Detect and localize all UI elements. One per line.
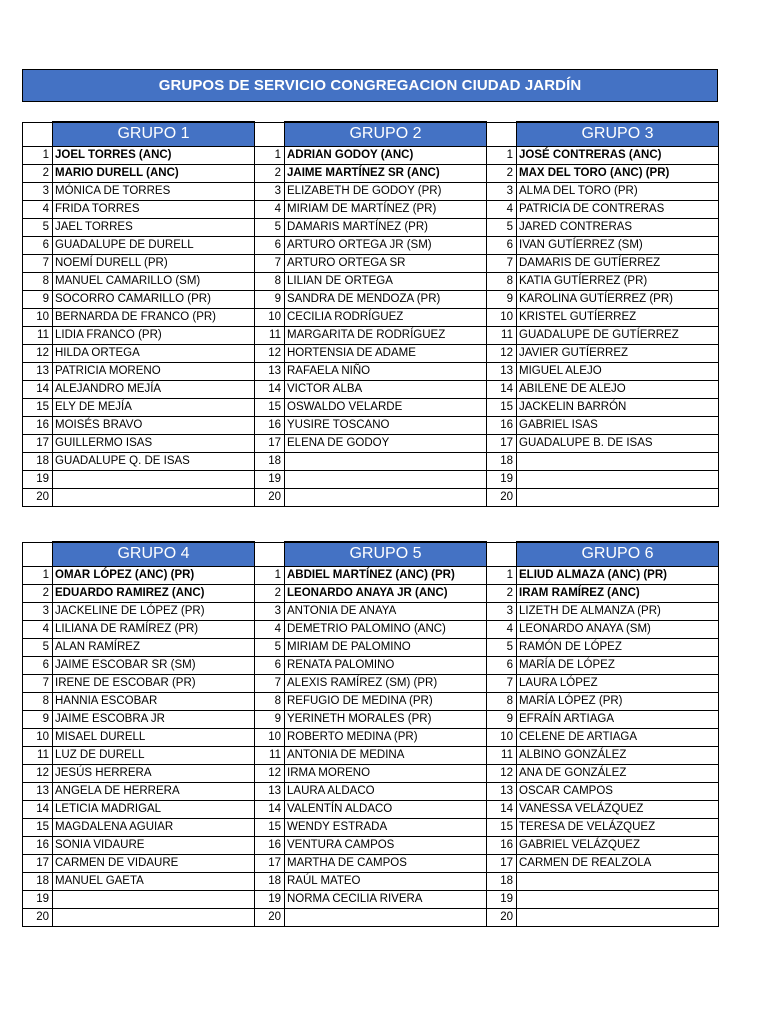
table-row bbox=[23, 620, 719, 638]
row-number: 2 bbox=[487, 584, 517, 602]
member-name: GUILLERMO ISAS bbox=[53, 434, 255, 452]
header-number-cell bbox=[23, 542, 53, 566]
member-name: ROBERTO MEDINA (PR) bbox=[285, 728, 487, 746]
table-row bbox=[23, 254, 719, 272]
row-number: 9 bbox=[487, 290, 517, 308]
member-name: ALEJANDRO MEJÍA bbox=[53, 380, 255, 398]
row-number: 16 bbox=[255, 416, 285, 434]
row-number: 10 bbox=[255, 728, 285, 746]
row-number: 5 bbox=[255, 638, 285, 656]
page-title: GRUPOS DE SERVICIO CONGREGACION CIUDAD JARDÍN bbox=[22, 69, 718, 102]
table-row bbox=[23, 782, 719, 800]
group-header: GRUPO 5 bbox=[285, 542, 487, 566]
row-number: 16 bbox=[487, 836, 517, 854]
member-name: LILIANA DE RAMÍREZ (PR) bbox=[53, 620, 255, 638]
row-number: 12 bbox=[487, 764, 517, 782]
row-number: 6 bbox=[23, 656, 53, 674]
member-name: MANUEL GAETA bbox=[53, 872, 255, 890]
table-row bbox=[23, 746, 719, 764]
row-number: 4 bbox=[487, 200, 517, 218]
row-number: 14 bbox=[255, 380, 285, 398]
member-name bbox=[517, 470, 719, 488]
table-row bbox=[23, 416, 719, 434]
row-number: 9 bbox=[255, 290, 285, 308]
table-row bbox=[23, 728, 719, 746]
member-name: IRENE DE ESCOBAR (PR) bbox=[53, 674, 255, 692]
table-row bbox=[23, 452, 719, 470]
table-row bbox=[23, 272, 719, 290]
row-number: 18 bbox=[255, 452, 285, 470]
member-name: ADRIAN GODOY (ANC) bbox=[285, 146, 487, 164]
member-name: FRIDA TORRES bbox=[53, 200, 255, 218]
table-row bbox=[23, 290, 719, 308]
row-number: 19 bbox=[255, 890, 285, 908]
row-number: 18 bbox=[23, 872, 53, 890]
member-name: MIRIAM DE MARTÍNEZ (PR) bbox=[285, 200, 487, 218]
member-name: HORTENSIA DE ADAME bbox=[285, 344, 487, 362]
table-row bbox=[23, 800, 719, 818]
member-name: OSWALDO VELARDE bbox=[285, 398, 487, 416]
row-number: 11 bbox=[23, 326, 53, 344]
member-name: ALMA DEL TORO (PR) bbox=[517, 182, 719, 200]
member-name: VALENTÍN ALDACO bbox=[285, 800, 487, 818]
row-number: 6 bbox=[255, 236, 285, 254]
table-row bbox=[23, 362, 719, 380]
table-row bbox=[23, 434, 719, 452]
member-name: KAROLINA GUTÍERREZ (PR) bbox=[517, 290, 719, 308]
row-number: 3 bbox=[487, 602, 517, 620]
table-row bbox=[23, 146, 719, 164]
member-name: MARTHA DE CAMPOS bbox=[285, 854, 487, 872]
member-name bbox=[517, 872, 719, 890]
row-number: 1 bbox=[487, 566, 517, 584]
row-number: 17 bbox=[487, 854, 517, 872]
table-row bbox=[23, 380, 719, 398]
member-name: ARTURO ORTEGA SR bbox=[285, 254, 487, 272]
member-name bbox=[53, 908, 255, 926]
member-name bbox=[53, 890, 255, 908]
row-number: 17 bbox=[23, 434, 53, 452]
row-number: 6 bbox=[487, 236, 517, 254]
row-number: 18 bbox=[255, 872, 285, 890]
header-number-cell bbox=[23, 122, 53, 146]
group-header: GRUPO 3 bbox=[517, 122, 719, 146]
member-name: DEMETRIO PALOMINO (ANC) bbox=[285, 620, 487, 638]
member-name: MOISÉS BRAVO bbox=[53, 416, 255, 434]
row-number: 4 bbox=[23, 200, 53, 218]
row-number: 1 bbox=[487, 146, 517, 164]
row-number: 2 bbox=[23, 164, 53, 182]
member-name: CELENE DE ARTIAGA bbox=[517, 728, 719, 746]
row-number: 8 bbox=[23, 272, 53, 290]
member-name: MIGUEL ALEJO bbox=[517, 362, 719, 380]
row-number: 19 bbox=[255, 470, 285, 488]
member-name bbox=[53, 488, 255, 506]
member-name: VANESSA VELÁZQUEZ bbox=[517, 800, 719, 818]
row-number: 5 bbox=[23, 218, 53, 236]
member-name: CARMEN DE VIDAURE bbox=[53, 854, 255, 872]
table-row bbox=[23, 236, 719, 254]
row-number: 7 bbox=[23, 674, 53, 692]
row-number: 15 bbox=[487, 398, 517, 416]
row-number: 18 bbox=[487, 872, 517, 890]
member-name bbox=[517, 908, 719, 926]
row-number: 20 bbox=[23, 908, 53, 926]
row-number: 3 bbox=[23, 182, 53, 200]
header-number-cell bbox=[255, 122, 285, 146]
member-name: WENDY ESTRADA bbox=[285, 818, 487, 836]
member-name: ALEXIS RAMÍREZ (SM) (PR) bbox=[285, 674, 487, 692]
row-number: 12 bbox=[255, 344, 285, 362]
header-number-cell bbox=[487, 542, 517, 566]
row-number: 1 bbox=[255, 566, 285, 584]
member-name: MIRIAM DE PALOMINO bbox=[285, 638, 487, 656]
row-number: 1 bbox=[23, 146, 53, 164]
row-number: 10 bbox=[255, 308, 285, 326]
table-row bbox=[23, 836, 719, 854]
table-row bbox=[23, 344, 719, 362]
member-name: GUADALUPE Q. DE ISAS bbox=[53, 452, 255, 470]
member-name: EDUARDO RAMIREZ (ANC) bbox=[53, 584, 255, 602]
member-name: GUADALUPE DE GUTÍERREZ bbox=[517, 326, 719, 344]
row-number: 15 bbox=[487, 818, 517, 836]
row-number: 12 bbox=[255, 764, 285, 782]
row-number: 4 bbox=[255, 620, 285, 638]
table-row bbox=[23, 764, 719, 782]
table-row bbox=[23, 200, 719, 218]
member-name: ANGELA DE HERRERA bbox=[53, 782, 255, 800]
row-number: 3 bbox=[255, 182, 285, 200]
row-number: 12 bbox=[23, 344, 53, 362]
member-name: LIZETH DE ALMANZA (PR) bbox=[517, 602, 719, 620]
row-number: 11 bbox=[487, 326, 517, 344]
row-number: 1 bbox=[255, 146, 285, 164]
group-header: GRUPO 1 bbox=[53, 122, 255, 146]
row-number: 14 bbox=[487, 380, 517, 398]
row-number: 9 bbox=[23, 710, 53, 728]
member-name: ELIUD ALMAZA (ANC) (PR) bbox=[517, 566, 719, 584]
member-name: LIDIA FRANCO (PR) bbox=[53, 326, 255, 344]
top-groups-table bbox=[22, 121, 719, 507]
row-number: 7 bbox=[487, 674, 517, 692]
table-row bbox=[23, 692, 719, 710]
row-number: 17 bbox=[255, 854, 285, 872]
member-name: ELENA DE GODOY bbox=[285, 434, 487, 452]
row-number: 8 bbox=[487, 272, 517, 290]
row-number: 13 bbox=[487, 362, 517, 380]
member-name: JAIME ESCOBRA JR bbox=[53, 710, 255, 728]
row-number: 15 bbox=[23, 398, 53, 416]
member-name: LEONARDO ANAYA (SM) bbox=[517, 620, 719, 638]
bottom-groups-table bbox=[22, 541, 719, 927]
member-name: GABRIEL ISAS bbox=[517, 416, 719, 434]
row-number: 11 bbox=[255, 326, 285, 344]
header-number-cell bbox=[255, 542, 285, 566]
member-name: RAÚL MATEO bbox=[285, 872, 487, 890]
row-number: 4 bbox=[487, 620, 517, 638]
member-name: VENTURA CAMPOS bbox=[285, 836, 487, 854]
table-row bbox=[23, 872, 719, 890]
member-name: JOEL TORRES (ANC) bbox=[53, 146, 255, 164]
row-number: 9 bbox=[487, 710, 517, 728]
table-row bbox=[23, 602, 719, 620]
member-name: JAIME ESCOBAR SR (SM) bbox=[53, 656, 255, 674]
member-name: LAURA LÓPEZ bbox=[517, 674, 719, 692]
row-number: 17 bbox=[255, 434, 285, 452]
row-number: 15 bbox=[23, 818, 53, 836]
row-number: 15 bbox=[255, 398, 285, 416]
member-name: KATIA GUTÍERREZ (PR) bbox=[517, 272, 719, 290]
member-name: OMAR LÓPEZ (ANC) (PR) bbox=[53, 566, 255, 584]
row-number: 7 bbox=[255, 254, 285, 272]
row-number: 18 bbox=[23, 452, 53, 470]
row-number: 11 bbox=[487, 746, 517, 764]
row-number: 13 bbox=[255, 362, 285, 380]
row-number: 5 bbox=[487, 638, 517, 656]
row-number: 14 bbox=[23, 800, 53, 818]
row-number: 20 bbox=[487, 488, 517, 506]
member-name bbox=[517, 890, 719, 908]
row-number: 5 bbox=[255, 218, 285, 236]
group-header-row bbox=[23, 122, 719, 146]
row-number: 2 bbox=[255, 164, 285, 182]
member-name: YERINETH MORALES (PR) bbox=[285, 710, 487, 728]
member-name: OSCAR CAMPOS bbox=[517, 782, 719, 800]
row-number: 18 bbox=[487, 452, 517, 470]
table-row bbox=[23, 818, 719, 836]
row-number: 20 bbox=[255, 908, 285, 926]
row-number: 10 bbox=[487, 308, 517, 326]
member-name bbox=[53, 470, 255, 488]
member-name: JACKELIN BARRÓN bbox=[517, 398, 719, 416]
row-number: 8 bbox=[255, 692, 285, 710]
row-number: 6 bbox=[487, 656, 517, 674]
member-name bbox=[285, 488, 487, 506]
top-groups-table-block bbox=[22, 121, 719, 507]
row-number: 19 bbox=[487, 470, 517, 488]
row-number: 3 bbox=[487, 182, 517, 200]
row-number: 17 bbox=[487, 434, 517, 452]
row-number: 12 bbox=[487, 344, 517, 362]
member-name: DAMARIS DE GUTÍERREZ bbox=[517, 254, 719, 272]
row-number: 11 bbox=[23, 746, 53, 764]
row-number: 1 bbox=[23, 566, 53, 584]
member-name: JAIME MARTÍNEZ SR (ANC) bbox=[285, 164, 487, 182]
member-name: LILIAN DE ORTEGA bbox=[285, 272, 487, 290]
row-number: 20 bbox=[255, 488, 285, 506]
row-number: 6 bbox=[255, 656, 285, 674]
row-number: 12 bbox=[23, 764, 53, 782]
row-number: 9 bbox=[255, 710, 285, 728]
member-name: ABILENE DE ALEJO bbox=[517, 380, 719, 398]
member-name: MARÍA LÓPEZ (PR) bbox=[517, 692, 719, 710]
member-name: GUADALUPE DE DURELL bbox=[53, 236, 255, 254]
row-number: 14 bbox=[487, 800, 517, 818]
member-name: CARMEN DE REALZOLA bbox=[517, 854, 719, 872]
table-row bbox=[23, 638, 719, 656]
row-number: 10 bbox=[23, 728, 53, 746]
member-name: JESÚS HERRERA bbox=[53, 764, 255, 782]
member-name: JARED CONTRERAS bbox=[517, 218, 719, 236]
member-name: ELIZABETH DE GODOY (PR) bbox=[285, 182, 487, 200]
row-number: 13 bbox=[23, 782, 53, 800]
member-name: MARIO DURELL (ANC) bbox=[53, 164, 255, 182]
member-name: MANUEL CAMARILLO (SM) bbox=[53, 272, 255, 290]
table-row bbox=[23, 710, 719, 728]
row-number: 2 bbox=[487, 164, 517, 182]
table-row bbox=[23, 398, 719, 416]
group-header: GRUPO 4 bbox=[53, 542, 255, 566]
member-name: YUSIRE TOSCANO bbox=[285, 416, 487, 434]
member-name: SANDRA DE MENDOZA (PR) bbox=[285, 290, 487, 308]
group-header: GRUPO 6 bbox=[517, 542, 719, 566]
row-number: 8 bbox=[23, 692, 53, 710]
member-name bbox=[517, 488, 719, 506]
member-name: RENATA PALOMINO bbox=[285, 656, 487, 674]
row-number: 11 bbox=[255, 746, 285, 764]
row-number: 7 bbox=[487, 254, 517, 272]
member-name: CECILIA RODRÍGUEZ bbox=[285, 308, 487, 326]
member-name: IRAM RAMÍREZ (ANC) bbox=[517, 584, 719, 602]
row-number: 20 bbox=[23, 488, 53, 506]
member-name: LEONARDO ANAYA JR (ANC) bbox=[285, 584, 487, 602]
row-number: 2 bbox=[23, 584, 53, 602]
member-name: BERNARDA DE FRANCO (PR) bbox=[53, 308, 255, 326]
member-name: LAURA ALDACO bbox=[285, 782, 487, 800]
member-name: JAEL TORRES bbox=[53, 218, 255, 236]
member-name: MÓNICA DE TORRES bbox=[53, 182, 255, 200]
row-number: 9 bbox=[23, 290, 53, 308]
table-row bbox=[23, 308, 719, 326]
table-row bbox=[23, 566, 719, 584]
member-name: KRISTEL GUTÍERREZ bbox=[517, 308, 719, 326]
table-row bbox=[23, 854, 719, 872]
row-number: 7 bbox=[255, 674, 285, 692]
row-number: 16 bbox=[255, 836, 285, 854]
row-number: 13 bbox=[23, 362, 53, 380]
row-number: 19 bbox=[23, 890, 53, 908]
member-name: MISAEL DURELL bbox=[53, 728, 255, 746]
member-name: JOSÉ CONTRERAS (ANC) bbox=[517, 146, 719, 164]
member-name: PATRICIA DE CONTRERAS bbox=[517, 200, 719, 218]
member-name bbox=[285, 908, 487, 926]
member-name: ANTONIA DE MEDINA bbox=[285, 746, 487, 764]
row-number: 20 bbox=[487, 908, 517, 926]
header-number-cell bbox=[487, 122, 517, 146]
row-number: 17 bbox=[23, 854, 53, 872]
member-name: VICTOR ALBA bbox=[285, 380, 487, 398]
member-name: GABRIEL VELÁZQUEZ bbox=[517, 836, 719, 854]
member-name: ALBINO GONZÁLEZ bbox=[517, 746, 719, 764]
member-name: ANA DE GONZÁLEZ bbox=[517, 764, 719, 782]
member-name: HANNIA ESCOBAR bbox=[53, 692, 255, 710]
row-number: 3 bbox=[23, 602, 53, 620]
member-name: MAX DEL TORO (ANC) (PR) bbox=[517, 164, 719, 182]
table-row bbox=[23, 656, 719, 674]
row-number: 3 bbox=[255, 602, 285, 620]
member-name: LETICIA MADRIGAL bbox=[53, 800, 255, 818]
member-name: REFUGIO DE MEDINA (PR) bbox=[285, 692, 487, 710]
row-number: 4 bbox=[23, 620, 53, 638]
member-name: ARTURO ORTEGA JR (SM) bbox=[285, 236, 487, 254]
row-number: 5 bbox=[23, 638, 53, 656]
table-row bbox=[23, 674, 719, 692]
group-header: GRUPO 2 bbox=[285, 122, 487, 146]
member-name: PATRICIA MORENO bbox=[53, 362, 255, 380]
member-name bbox=[285, 452, 487, 470]
row-number: 6 bbox=[23, 236, 53, 254]
table-row bbox=[23, 326, 719, 344]
member-name: JAVIER GUTÍERREZ bbox=[517, 344, 719, 362]
member-name: ABDIEL MARTÍNEZ (ANC) (PR) bbox=[285, 566, 487, 584]
table-row bbox=[23, 890, 719, 908]
member-name bbox=[285, 470, 487, 488]
row-number: 14 bbox=[255, 800, 285, 818]
row-number: 7 bbox=[23, 254, 53, 272]
member-name: NOEMÍ DURELL (PR) bbox=[53, 254, 255, 272]
row-number: 4 bbox=[255, 200, 285, 218]
table-row bbox=[23, 218, 719, 236]
member-name: EFRAÍN ARTIAGA bbox=[517, 710, 719, 728]
member-name: DAMARIS MARTÍNEZ (PR) bbox=[285, 218, 487, 236]
table-row bbox=[23, 584, 719, 602]
member-name: LUZ DE DURELL bbox=[53, 746, 255, 764]
bottom-groups-table-block bbox=[22, 541, 719, 927]
member-name: MARGARITA DE RODRÍGUEZ bbox=[285, 326, 487, 344]
member-name: ELY DE MEJÍA bbox=[53, 398, 255, 416]
row-number: 8 bbox=[255, 272, 285, 290]
group-header-row bbox=[23, 542, 719, 566]
table-row bbox=[23, 164, 719, 182]
row-number: 13 bbox=[255, 782, 285, 800]
row-number: 16 bbox=[487, 416, 517, 434]
table-row bbox=[23, 182, 719, 200]
table-row bbox=[23, 908, 719, 926]
row-number: 14 bbox=[23, 380, 53, 398]
table-row bbox=[23, 488, 719, 506]
member-name: SOCORRO CAMARILLO (PR) bbox=[53, 290, 255, 308]
member-name: TERESA DE VELÁZQUEZ bbox=[517, 818, 719, 836]
member-name: MARÍA DE LÓPEZ bbox=[517, 656, 719, 674]
row-number: 13 bbox=[487, 782, 517, 800]
member-name: HILDA ORTEGA bbox=[53, 344, 255, 362]
row-number: 16 bbox=[23, 836, 53, 854]
row-number: 2 bbox=[255, 584, 285, 602]
member-name: NORMA CECILIA RIVERA bbox=[285, 890, 487, 908]
row-number: 19 bbox=[487, 890, 517, 908]
member-name: IRMA MORENO bbox=[285, 764, 487, 782]
table-row bbox=[23, 470, 719, 488]
row-number: 8 bbox=[487, 692, 517, 710]
row-number: 10 bbox=[487, 728, 517, 746]
row-number: 10 bbox=[23, 308, 53, 326]
member-name: JACKELINE DE LÓPEZ (PR) bbox=[53, 602, 255, 620]
row-number: 5 bbox=[487, 218, 517, 236]
member-name: RAMÓN DE LÓPEZ bbox=[517, 638, 719, 656]
member-name: RAFAELA NIÑO bbox=[285, 362, 487, 380]
row-number: 16 bbox=[23, 416, 53, 434]
member-name: ANTONIA DE ANAYA bbox=[285, 602, 487, 620]
member-name: ALAN RAMÍREZ bbox=[53, 638, 255, 656]
member-name: GUADALUPE B. DE ISAS bbox=[517, 434, 719, 452]
member-name: IVAN GUTÍERREZ (SM) bbox=[517, 236, 719, 254]
member-name: SONIA VIDAURE bbox=[53, 836, 255, 854]
member-name: MAGDALENA AGUIAR bbox=[53, 818, 255, 836]
member-name bbox=[517, 452, 719, 470]
row-number: 19 bbox=[23, 470, 53, 488]
row-number: 15 bbox=[255, 818, 285, 836]
